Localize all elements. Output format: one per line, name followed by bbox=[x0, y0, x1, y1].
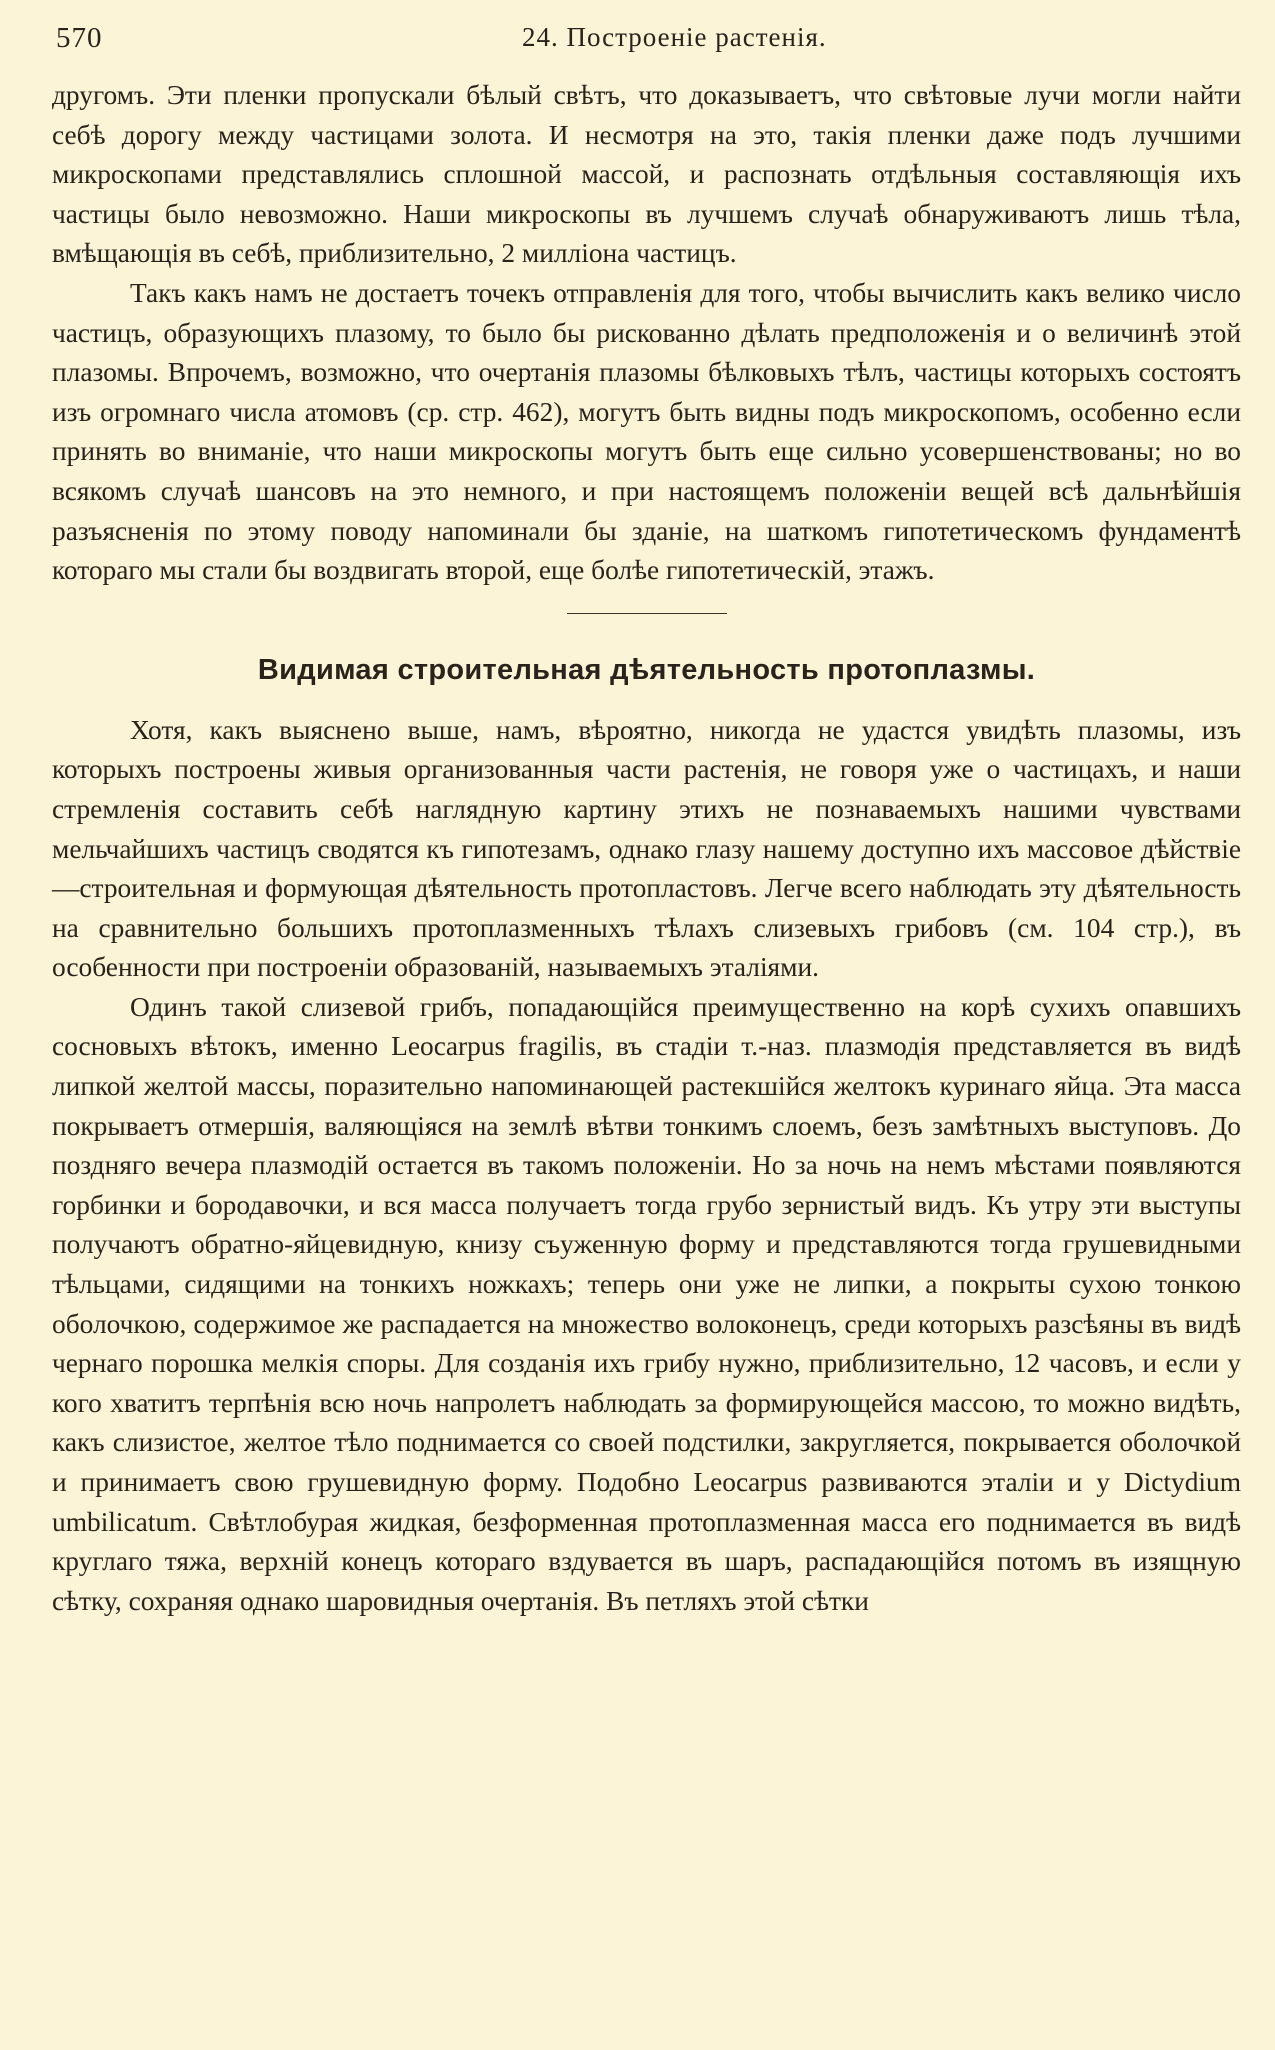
paragraph: Одинъ такой слизевой грибъ, попадающійся преимущественно на корѣ сухихъ опавшихъ сосновыхъ вѣтокъ, именно Leocarpus fragilis, въ стадіи т.-наз. плазмодія представляется въ видѣ липкой желтой массы, поразительно напоминающей растекшійся желтокъ куринаго яйца. Эта масса покрываетъ отмершія, валяющіяся на землѣ вѣтви тонкимъ слоемъ, безъ замѣтныхъ выступовъ. До поздняго вечера плазмодій остается въ такомъ положеніи. Но за ночь на немъ мѣстами появляются горбинки и бородавочки, и вся масса получаетъ тогда грубо зернистый видъ. Къ утру эти выступы получаютъ обратно-яйцевидную, книзу съуженную форму и представляются тогда грушевидными тѣльцами, сидящими на тонкихъ ножкахъ; теперь они уже не липки, а покрыты сухою тонкою оболочкою, содержимое же распадается на множество волоконецъ, среди которыхъ разсѣяны въ видѣ чернаго порошка мелкія споры. Для созданія ихъ грибу нужно, приблизительно, 12 часовъ, и если у кого хватитъ терпѣнія всю ночь напролетъ наблюдать за формирующейся массою, то можно видѣть, какъ слизистое, желтое тѣло поднимается со своей подстилки, закругляется, покрывается оболочкой и принимаетъ свою грушевидную форму. Подобно Leocarpus развиваются эталіи и у Dictydium umbilicatum. Свѣтлобурая жидкая, безформенная протоплазменная масса его поднимается въ видѣ круглаго тяжа, верхній конецъ котораго вздувается въ шаръ, распадающійся потомъ въ изящную сѣтку, сохраняя однако шаровидныя очертанія. Въ петляхъ этой сѣтки bbox=[52, 991, 1241, 1616]
paragraph: Хотя, какъ выяснено выше, намъ, вѣроятно, никогда не удастся увидѣть плазомы, изъ которыхъ построены живыя организованныя части растенія, не говоря уже о частицахъ, и наши стремленія составить себѣ наглядную картину этихъ не познаваемыхъ нашими чувствами мельчайшихъ частицъ сводятся къ гипотезамъ, однако глазу нашему доступно ихъ массовое дѣйствіе—строительная и формующая дѣятельность протопластовъ. Легче всего наблюдать эту дѣятельность на сравнительно большихъ протоплазменныхъ тѣлахъ слизевыхъ грибовъ (см. 104 стр.), въ особенности при построеніи образованій, называемыхъ эталіями. bbox=[52, 714, 1241, 983]
section-heading: Видимая строительная дѣятельность протоплазмы. bbox=[257, 653, 1036, 686]
paragraph: Такъ какъ намъ не достаетъ точекъ отправленія для того, чтобы вычислить какъ велико число частицъ, образующихъ плазому, то было бы рискованно дѣлать предположенія и о величинѣ этой плазомы. Впрочемъ, возможно, что очертанія плазомы бѣлковыхъ тѣлъ, частицы которыхъ состоятъ изъ огромнаго числа атомовъ (ср. стр. 462), могутъ быть видны подъ микроскопомъ, особенно если принять во вниманіе, что наши микроскопы могутъ быть еще сильно усовершенствованы; но во всякомъ случаѣ шансовъ на это немного, и при настоящемъ положеніи вещей всѣ дальнѣйшія разъясненія по этому поводу напоминали бы зданіе, на шаткомъ гипотетическомъ фундаментѣ котораго мы стали бы воздвигать второй, еще болѣе гипотетическій, этажъ. bbox=[52, 277, 1241, 586]
page-number: 570 bbox=[56, 22, 103, 54]
section-continuation bbox=[52, 76, 1241, 591]
paragraph: другомъ. Эти пленки пропускали бѣлый свѣтъ, что доказываетъ, что свѣтовые лучи могли найти себѣ дорогу между частицами золота. И несмотря на это, такія пленки даже подъ лучшими микроскопами представлялись сплошной массой, и распознать отдѣльныя составляющія ихъ частицы было невозможно. Наши микроскопы въ лучшемъ случаѣ обнаруживаютъ лишь тѣла, вмѣщающія въ себѣ, приблизительно, 2 милліона частицъ. bbox=[52, 80, 1241, 269]
section-divider bbox=[567, 613, 727, 614]
page-header bbox=[52, 22, 1241, 76]
running-head: 24. Построеніе растенія. bbox=[522, 22, 827, 52]
section-body bbox=[52, 711, 1241, 1622]
